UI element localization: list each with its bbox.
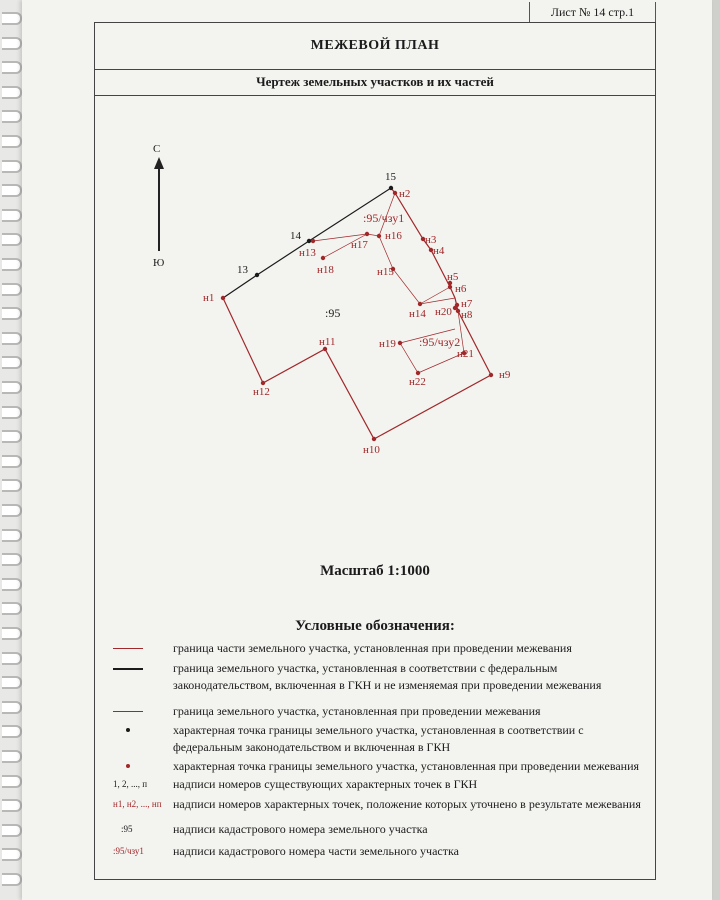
point-label-n18: н18	[317, 264, 334, 276]
binder-ring-icon	[2, 701, 22, 714]
binder-ring-icon	[2, 775, 22, 788]
point-15	[389, 186, 393, 190]
south-label: Ю	[153, 257, 165, 269]
binder-ring-icon	[2, 160, 22, 173]
black-dot-icon	[126, 728, 130, 732]
point-label-n7: н7	[461, 298, 473, 310]
point-n9	[489, 373, 493, 377]
binder-ring-icon	[2, 602, 22, 615]
point-label-13: 13	[237, 264, 248, 276]
new-points	[221, 191, 493, 441]
binder-ring-icon	[2, 110, 22, 123]
point-label-n22: н22	[409, 376, 426, 388]
binder-ring-icon	[2, 799, 22, 812]
binder-ring-icon	[2, 381, 22, 394]
binder-ring-icon	[2, 873, 22, 886]
point-label-n1: н1	[203, 292, 215, 304]
point-label-n11: н11	[319, 336, 336, 348]
point-label-n12: н12	[253, 386, 270, 398]
binder-ring-icon	[2, 184, 22, 197]
point-n16	[377, 234, 381, 238]
binder-ring-icon	[2, 430, 22, 443]
scale-label: Масштаб 1:1000	[320, 563, 430, 579]
binder-ring-icon	[2, 233, 22, 246]
binder-ring-icon	[2, 578, 22, 591]
point-n18	[321, 256, 325, 260]
point-label-15: 15	[385, 171, 396, 183]
binder-ring-icon	[2, 455, 22, 468]
page-subtitle: Чертеж земельных участков и их частей	[95, 69, 655, 96]
binder-ring-icon	[2, 258, 22, 271]
point-label-n17: н17	[351, 239, 368, 251]
binder-spine	[0, 0, 22, 900]
point-label-n19: н19	[379, 338, 396, 350]
binder-ring-icon	[2, 61, 22, 74]
red-line-icon	[113, 711, 143, 712]
thin-red-line-icon	[113, 648, 143, 649]
point-label-n3: н3	[425, 234, 437, 246]
point-n22	[416, 371, 420, 375]
binder-ring-icon	[2, 504, 22, 517]
red-dot-icon	[126, 764, 130, 768]
point-label-n15: н15	[377, 266, 394, 278]
binder-ring-icon	[2, 283, 22, 296]
binder-ring-icon	[2, 652, 22, 665]
point-label-n13: н13	[299, 247, 316, 259]
page-title: МЕЖЕВОЙ ПЛАН	[95, 23, 655, 70]
page-frame: МЕЖЕВОЙ ПЛАН Чертеж земельных участков и их частей С Ю 13 14 15 н1 н2 н3 н4 н5 н6 н7 н8 н9 н10 н11 н12 н13 н14 н15 н16 н17 н18 н19 н20 н21 н22 :95 :95/чзу1 :95/чзу2 Масштаб 1:1000 Условные обозначения: граница части земельного участка, установленная при проведении межевания граница земельного участка, установленная в соответствии с федеральным законодательством, включенная в ГКН и не изменяемая при проведении межевания граница земельного участка, установленная при проведении межевания характерная точка границы земельного участка, установленная в соответствии с федеральным законодательством и включенная в ГКН характерная точка границы земельного участка, установленная при проведении межевания 1, 2, ..., п надписи номеров существующих характерных точек в ГКН н1, н2, ..., нп надписи номеров характерных точек, положение которых уточнено в результате межевания :95 надписи кадастрового номера земельного участка :95/чзу1 надписи кадастрового номера части земельного участка	[94, 22, 656, 880]
binder-ring-icon	[2, 725, 22, 738]
point-n2	[393, 191, 397, 195]
point-n10	[372, 437, 376, 441]
binder-ring-icon	[2, 332, 22, 345]
binder-ring-icon	[2, 12, 22, 25]
binder-ring-icon	[2, 86, 22, 99]
point-label-n6: н6	[455, 283, 467, 295]
point-label-n5: н5	[447, 271, 459, 283]
point-label-n16: н16	[385, 230, 402, 242]
point-14	[307, 239, 311, 243]
binder-ring-icon	[2, 307, 22, 320]
point-n20	[453, 306, 457, 310]
binder-ring-icon	[2, 529, 22, 542]
point-n13	[311, 239, 315, 243]
binder-ring-icon	[2, 209, 22, 222]
north-label: С	[153, 143, 161, 155]
point-label-14: 14	[290, 230, 301, 242]
part1-cadastral-label: :95/чзу1	[363, 211, 405, 225]
point-label-n14: н14	[409, 308, 426, 320]
point-n12	[261, 381, 265, 385]
point-label-n10: н10	[363, 444, 380, 456]
binder-ring-icon	[2, 356, 22, 369]
binder-ring-icon	[2, 750, 22, 763]
sheet-label: Лист № 14 стр.1	[529, 2, 656, 23]
binder-ring-icon	[2, 676, 22, 689]
legend-title: Условные обозначения:	[295, 618, 455, 634]
document-page	[22, 0, 712, 900]
thick-black-line-icon	[113, 668, 143, 670]
point-label-n9: н9	[499, 369, 511, 381]
binder-ring-icon	[2, 824, 22, 837]
parcel-cadastral-label: :95	[325, 306, 341, 320]
point-n17	[365, 232, 369, 236]
new-point-labels	[203, 188, 511, 456]
point-n6	[448, 285, 452, 289]
binder-ring-icon	[2, 406, 22, 419]
point-n19	[398, 341, 402, 345]
binder-ring-icon	[2, 553, 22, 566]
point-label-n4: н4	[433, 245, 445, 257]
point-13	[255, 273, 259, 277]
plot-drawing	[95, 23, 655, 483]
binder-ring-icon	[2, 627, 22, 640]
binder-ring-icon	[2, 135, 22, 148]
part2-cadastral-label: :95/чзу2	[419, 335, 461, 349]
point-n14	[418, 302, 422, 306]
binder-ring-icon	[2, 848, 22, 861]
point-label-n21: н21	[457, 348, 474, 360]
point-label-n8: н8	[461, 309, 473, 321]
point-label-n20: н20	[435, 306, 452, 318]
point-n1	[221, 296, 225, 300]
binder-ring-icon	[2, 479, 22, 492]
point-label-n2: н2	[399, 188, 411, 200]
binder-ring-icon	[2, 37, 22, 50]
